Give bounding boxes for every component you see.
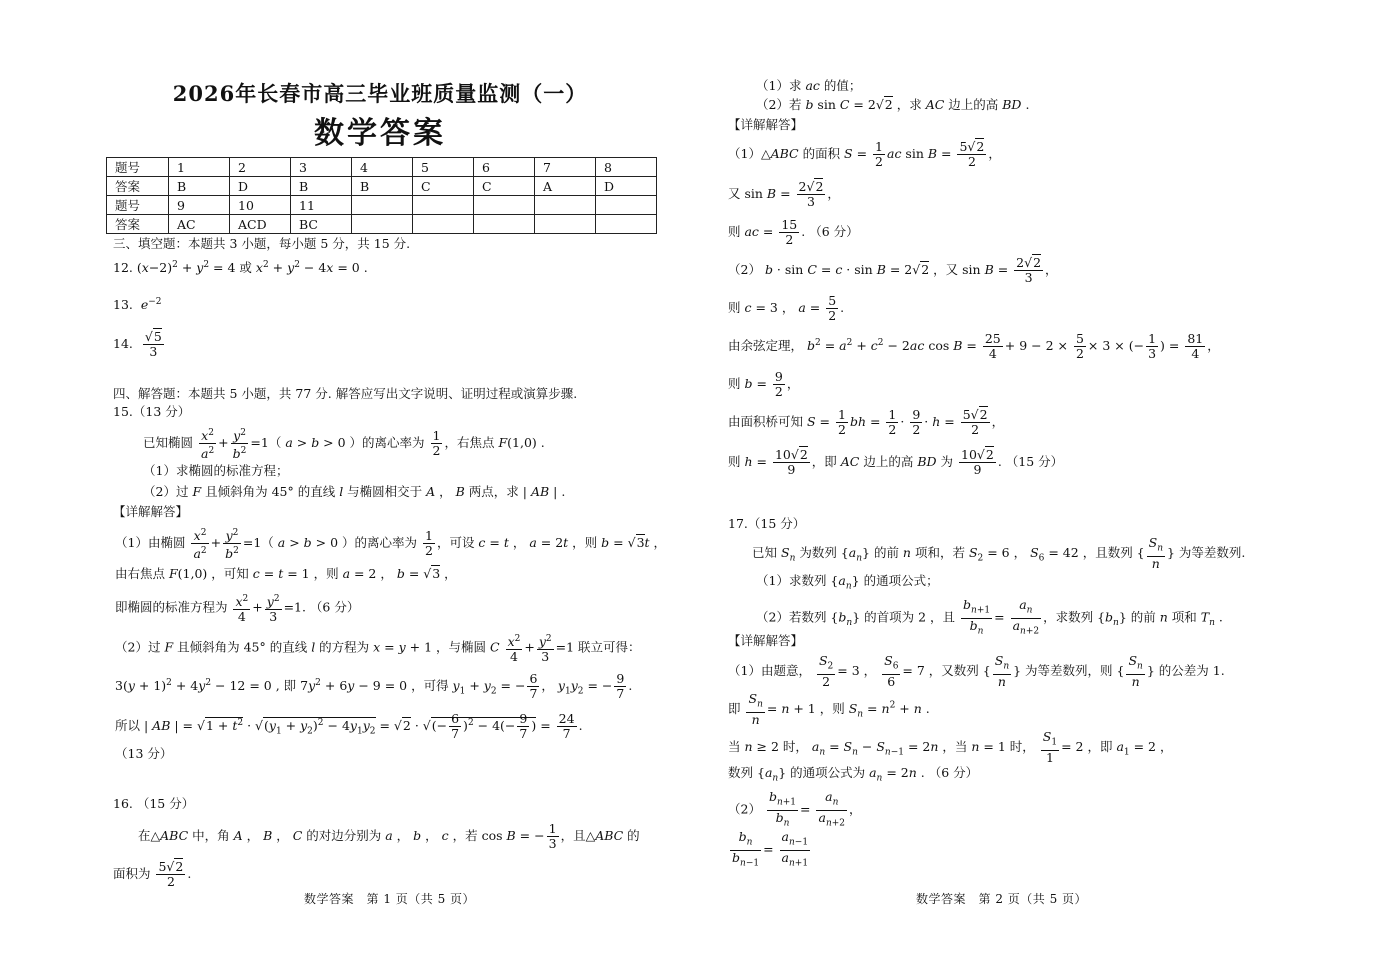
exam-title: 2026年长春市高三毕业班质量监测（一） xyxy=(172,81,588,106)
q17-sol-line3: 当 n ≥ 2 时， $a_n = S_n - S_{n-1} = 2n$ ，当 n = 1 时， $\frac{S_1}{1}$ = 2 ，即 $a_1 = 2$ ， xyxy=(728,729,1173,765)
answer-table xyxy=(106,157,657,234)
answer-title: 数学答案 xyxy=(314,116,446,151)
q17-sol-line1: （1）由题意， $\frac{S_2}{2}$ = 3 ， $\frac{S_6}{6}$ = 7 ，又数列 { $\frac{S_n}{n}$ } 为等差数列，则 { $\frac{S_n}{n}$ } 的公差为 1. xyxy=(728,653,1225,689)
q17-sol-line2: 即 $\frac{S_n}{n}$ = n + 1 ，则 $S_n = n^2 + n$ . xyxy=(728,691,930,727)
q17-sol-line5: （2） $\frac{b_{n+1}}{b_n}$ = $\frac{a_n}{a_{n+2}}$ ， xyxy=(728,789,862,828)
q16-sol-line6: 由余弦定理， $b^2 = a^2 + c^2 - 2ac$ cos B = $\frac{25}{4}$ + 9 − 2 × $\frac{5}{2}$ × 3 × (− $\frac{1}{3}$ ) = $\frac{81}{4}$ ， xyxy=(728,331,1220,361)
q16-sol-line9: 则 h = $\frac{10√2}{9}$ ，即 AC 边上的高 BD 为 $\frac{10√2}{9}$ . （15 分） xyxy=(728,447,1064,477)
q16-detail-label: 【详解解答】 xyxy=(728,117,804,132)
q15-sol-line5: $3(y + 1)^2 + 4y^2 - 12 = 0$ , 即 $7y^2 + 6y - 9 = 0$ ，可得 $y_1 + y_2$ = − $\frac{6}{7}$ ， $y_1y_2$ = − $\frac{9}{7}$ . xyxy=(115,671,633,701)
q15-part2: （2）过 F 且倾斜角为 45° 的直线 l 与椭圆相交于 A ， B 两点，求 | AB | . xyxy=(143,484,566,499)
q16-stem: 在△ABC 中，角 A ， B ， C 的对边分别为 a ， b ， c ，若 cos B = − $\frac{1}{3}$ ，且△ABC 的 xyxy=(138,821,640,851)
q16-sol-line4: （2） b · sin C = c · sin B = 2√2 ，又 sin B = $\frac{2√2}{3}$ ， xyxy=(728,255,1058,285)
table-row: 答案 AC ACD BC xyxy=(107,215,657,234)
table-row: 题号 9 10 11 xyxy=(107,196,657,215)
q15-sol-line6: 所以 | AB | = $√1 + t^2 \cdot √(y_1 + y_2)^2 - 4y_1y_2 = √2$ · √(− $\frac{6}{7}$ )$^2$ − 4(− $\frac{9}{7}$ ) = $\frac{24}{7}$ . xyxy=(115,711,583,741)
table-row: 答案 B D B B C C A D xyxy=(107,177,657,196)
q15-sol-line4: （2）过 F 且倾斜角为 45° 的直线 l 的方程为 x = y + 1 ，与椭圆 C $\frac{x^2}{4}$ + $\frac{y^2}{3}$ =1 联立可得： xyxy=(115,634,641,665)
q16-sol-line7: 则 b = $\frac{9}{2}$ ， xyxy=(728,369,800,399)
q16-stem-cont: 面积为 $\frac{5√2}{2}$ . xyxy=(113,859,192,889)
solve-section-header: 四、解答题：本题共 5 小题，共 77 分. 解答应写出文字说明、证明过程或演算步骤. xyxy=(113,386,578,401)
q15-sol-line1: （1）由椭圆 $\frac{x^2}{a^2}$ + $\frac{y^2}{b^2}$ =1（ a > b > 0 ）的离心率为 $\frac{1}{2}$ ，可设 c = t ， a = 2t ，则 b = √3t ， xyxy=(115,528,667,562)
table-row: 题号 1 2 3 4 5 6 7 8 xyxy=(107,158,657,177)
q15-stem: 已知椭圆 $\frac{x^2}{a^2}$ + $\frac{y^2}{b^2}$ =1（ a > b > 0 ）的离心率为 $\frac{1}{2}$ ，右焦点 F(1,0) . xyxy=(143,428,545,462)
q15-part1: （1）求椭圆的标准方程； xyxy=(143,463,289,478)
q16-sol-line3: 则 ac = $\frac{15}{2}$ . （6 分） xyxy=(728,217,859,247)
q17-detail-label: 【详解解答】 xyxy=(728,633,804,648)
answer-14: 14. $\frac{√5}{3}$ xyxy=(113,329,162,359)
q16-sol-line1: （1）△ABC 的面积 S = $\frac{1}{2}$ ac sin B = $\frac{5√2}{2}$ ， xyxy=(728,139,1001,169)
q15-detail-label: 【详解解答】 xyxy=(113,504,189,519)
fill-section-header: 三、填空题：本题共 3 小题，每小题 5 分，共 15 分. xyxy=(113,236,411,251)
page-2-footer: 数学答案 第 2 页（共 5 页） xyxy=(916,892,1088,906)
q16-sol-line5: 则 c = 3 ， a = $\frac{5}{2}$ . xyxy=(728,293,845,323)
answer-13: 13. $e^{-2}$ xyxy=(113,297,162,313)
q16-heading: 16. （15 分） xyxy=(113,796,195,811)
q16-part1: （1）求 ac 的值； xyxy=(756,78,862,93)
q15-score: （13 分） xyxy=(115,746,173,761)
q17-heading: 17.（15 分） xyxy=(728,516,806,531)
page-1-footer: 数学答案 第 1 页（共 5 页） xyxy=(304,892,476,906)
q15-sol-line2: 由右焦点 F(1,0) ，可知 c = t = 1 ，则 a = 2 ， b = √3 ， xyxy=(115,566,457,581)
q15-sol-line3: 即椭圆的标准方程为 $\frac{x^2}{4}$ + $\frac{y^2}{3}$ =1. （6 分） xyxy=(115,594,360,625)
q17-sol-line6: $\frac{b_n}{b_{n-1}}$ = $\frac{a_{n-1}}{a_{n+1}}$ xyxy=(732,829,809,868)
answer-12: 12. $(x-2)^2 + y^2 = 4$ 或 $x^2 + y^2 - 4x = 0$ . xyxy=(113,260,368,276)
q17-sol-line4: 数列 $\{a_n\}$ 的通项公式为 $a_n = 2n$ . （6 分） xyxy=(728,765,979,784)
q16-sol-line8: 由面积桥可知 S = $\frac{1}{2}$ bh = $\frac{1}{2}$ · $\frac{9}{2}$ · h = $\frac{5√2}{2}$ ， xyxy=(728,407,1005,437)
q16-part2: （2）若 b sin C = 2√2 ，求 AC 边上的高 BD . xyxy=(756,97,1030,112)
q17-part2: （2）若数列 $\{b_n\}$ 的首项为 2 ，且 $\frac{b_{n+1}}{b_n}$ = $\frac{a_n}{a_{n+2}}$ ，求数列 $\{b_n\}$ 的前 n 项和 $T_n$ . xyxy=(756,597,1223,636)
q17-part1: （1）求数列 $\{a_n\}$ 的通项公式； xyxy=(756,573,939,592)
q15-heading: 15.（13 分） xyxy=(113,404,191,419)
q17-stem: 已知 $S_n$ 为数列 $\{a_n\}$ 的前 n 项和，若 $S_2 = 6$ ， $S_6 = 42$ ，且数列 { $\frac{S_n}{n}$ } 为等差数列. xyxy=(752,535,1246,571)
q16-sol-line2: 又 sin B = $\frac{2√2}{3}$ ， xyxy=(728,179,840,209)
